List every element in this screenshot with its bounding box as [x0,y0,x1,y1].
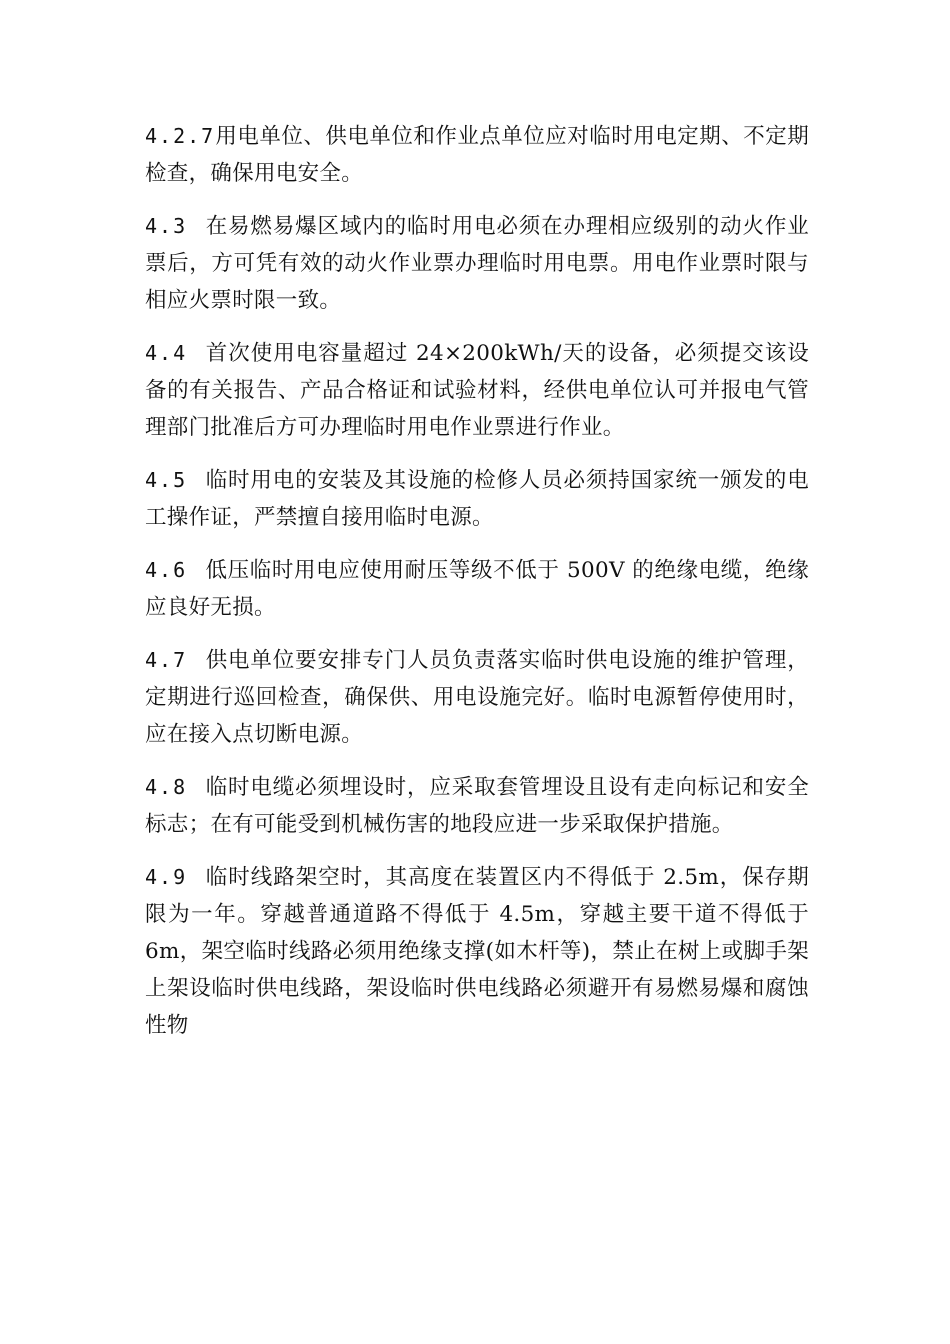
paragraph-4-6 [145,552,809,626]
paragraph-4-5 [145,462,809,536]
clause-number: 4.4 [145,341,188,365]
document-body [145,118,809,1060]
clause-text: 临时电缆必须埋设时，应采取套管埋设且设有走向标记和安全标志；在有可能受到机械伤害的地段应进一步采取保护措施。 [145,775,809,837]
paragraph-4-3 [145,208,809,319]
clause-text: 临时线路架空时，其高度在装置区内不得低于 2.5m，保存期限为一年。穿越普通道路不得低于 4.5m，穿越主要干道不得低于 6m，架空临时线路必须用绝缘支撑(如木杆等)，禁止在树上或脚手架上架设临时供电线路，架设临时供电线路必须避开有易燃易爆和腐蚀性物 [145,865,809,1038]
clause-text: 首次使用电容量超过 24×200kWh/天的设备，必须提交该设备的有关报告、产品合格证和试验材料，经供电单位认可并报电气管理部门批准后方可办理临时用电作业票进行作业。 [145,341,809,440]
clause-text: 临时用电的安装及其设施的检修人员必须持国家统一颁发的电工操作证，严禁擅自接用临时电源。 [145,468,809,530]
paragraph-4-2-7 [145,118,809,192]
clause-number: 4.7 [145,648,188,672]
paragraph-4-9 [145,859,809,1044]
paragraph-4-4 [145,335,809,446]
paragraph-4-7 [145,642,809,753]
clause-text: 用电单位、供电单位和作业点单位应对临时用电定期、不定期检查，确保用电安全。 [145,124,809,186]
clause-number: 4.2.7 [145,124,216,148]
clause-text: 供电单位要安排专门人员负责落实临时供电设施的维护管理，定期进行巡回检查，确保供、用电设施完好。临时电源暂停使用时，应在接入点切断电源。 [145,648,809,747]
clause-text: 在易燃易爆区域内的临时用电必须在办理相应级别的动火作业票后，方可凭有效的动火作业票办理临时用电票。用电作业票时限与相应火票时限一致。 [145,214,809,313]
clause-number: 4.6 [145,558,188,582]
paragraph-4-8 [145,769,809,843]
clause-number: 4.3 [145,214,188,238]
clause-text: 低压临时用电应使用耐压等级不低于 500V 的绝缘电缆，绝缘应良好无损。 [145,558,809,620]
clause-number: 4.9 [145,865,188,889]
clause-number: 4.8 [145,775,188,799]
clause-number: 4.5 [145,468,188,492]
